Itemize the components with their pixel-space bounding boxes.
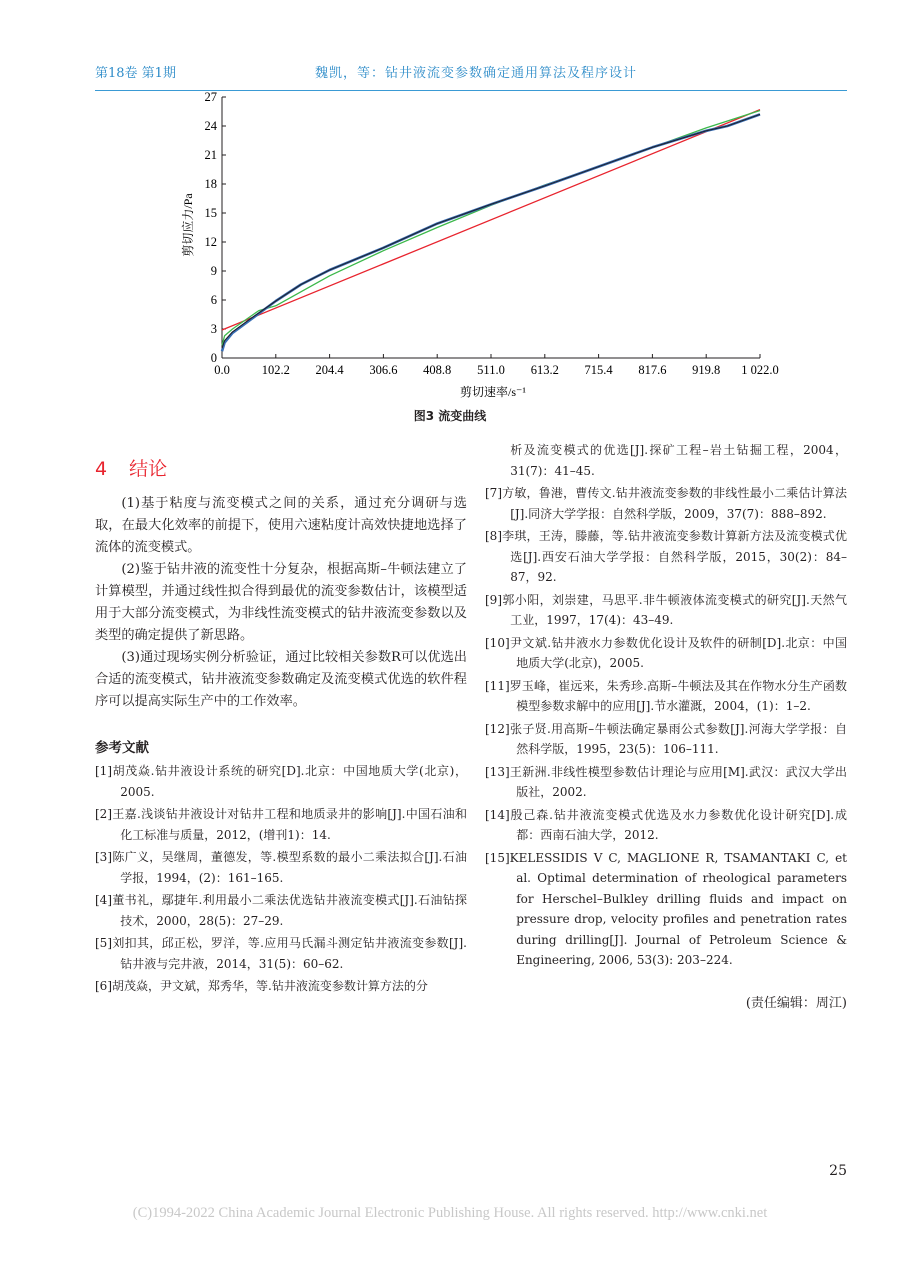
x-tick-label: 0.0 [214,363,230,377]
x-tick-label: 204.4 [315,363,344,377]
x-tick-label: 408.8 [423,363,452,377]
x-tick-label: 817.6 [638,363,667,377]
reference-item: [12]张子贤.用高斯–牛顿法确定暴雨公式参数[J].河海大学学报：自然科学版，1995，23(5)：106–111. [485,721,847,756]
left-column [95,455,467,999]
x-tick-label: 613.2 [530,363,559,377]
reference-item: [8]李琪，王涛，滕藤，等.钻井液流变参数计算新方法及流变模式优选[J].西安石油大学学报：自然科学版，2015，30(2)：84–87，92. [485,529,847,584]
conclusion-paragraph: (2)鉴于钻井液的流变性十分复杂，根据高斯–牛顿法建立了计算模型，并通过线性拟合得到最优的流变参数估计，该模型适用于大部分流变模式，为非线性流变模式的钻井液流变参数以及类型的确定提供了新思路。 [95,562,467,643]
series-line-fit-black [222,114,760,348]
conclusion-paragraph: (3)通过现场实例分析验证，通过比较相关参数R可以优选出合适的流变模式，钻井液流变参数确定及流变模式优选的软件程序可以提高实际生产中的工作效率。 [95,650,467,709]
reference-item: [11]罗玉峰，崔远来，朱秀珍.高斯–牛顿法及其在作物水分生产函数模型参数求解中的应用[J].节水灌溉，2004，(1)：1–2. [485,678,847,713]
x-tick-label: 306.6 [369,363,398,377]
x-tick-label: 1 022.0 [741,363,779,377]
reference-item: [14]殷己森.钻井液流变模式优选及水力参数优化设计研究[D].成都：西南石油大学，2012. [485,807,847,842]
y-tick-label: 24 [204,119,217,133]
issue-label: 第18卷 第1期 [95,66,176,81]
page-number: 25 [829,1163,847,1179]
responsible-editor: (责任编辑：周江) [745,995,847,1011]
reference-item: [9]郭小阳，刘崇建，马思平.非牛顿液体流变模式的研究[J].天然气工业，1997，17(4)：43–49. [485,592,847,627]
y-tick-label: 12 [204,235,217,249]
right-column [485,440,847,1015]
y-tick-label: 15 [204,206,217,220]
y-axis-label: 剪切应力/Pa [181,193,195,257]
section-title: 结论 [129,458,168,480]
reference-continuation: 析及流变模式的优选[J].探矿工程–岩土钻掘工程，2004，31(7)：41–45. [510,443,847,478]
y-tick-label: 3 [210,322,217,336]
references-heading: 参考文献 [95,740,149,756]
y-tick-label: 9 [210,264,217,278]
series-line-fit-red [222,110,760,330]
reference-item: [2]王嘉.浅谈钻井液设计对钻井工程和地质录井的影响[J].中国石油和化工标准与质量，2012，(增刊1)：14. [95,807,467,842]
y-tick-label: 21 [204,148,217,162]
y-tick-label: 18 [204,177,217,191]
chart-series [222,110,760,352]
series-line-fit-green [222,111,760,346]
reference-item: [10]尹文斌.钻井液水力参数优化设计及软件的研制[D].北京：中国地质大学(北京)，2005. [485,635,847,670]
conclusion-paragraph: (1)基于粘度与流变模式之间的关系，通过充分调研与选取，在最大化效率的前提下，使用六速粘度计高效快捷地选择了流体的流变模式。 [95,496,467,555]
y-tick-label: 27 [204,90,217,104]
series-line-measured-blue [222,114,760,351]
reference-item: [6]胡茂焱，尹文斌，郑秀华，等.钻井液流变参数计算方法的分 [95,979,428,993]
reference-item: [13]王新洲.非线性模型参数估计理论与应用[M].武汉：武汉大学出版社，2002. [485,764,847,799]
rheology-chart [170,85,780,400]
reference-item: [4]董书礼，鄢捷年.利用最小二乘法优选钻井液流变模式[J].石油钻探技术，2000，28(5)：27–29. [95,893,467,928]
reference-item: [1]胡茂焱.钻井液设计系统的研究[D].北京：中国地质大学(北京)，2005. [95,764,467,799]
y-tick-label: 6 [210,293,217,307]
section-number: 4 [95,458,108,480]
section-heading [95,455,467,483]
reference-item: [3]陈广义，吴继周，董德发，等.模型系数的最小二乘法拟合[J].石油学报，1994，(2)：161–165. [95,850,467,885]
x-tick-label: 715.4 [584,363,613,377]
running-title: 魏凯，等：钻井液流变参数确定通用算法及程序设计 [315,66,638,81]
x-tick-label: 102.2 [261,363,290,377]
reference-item: [5]刘扣其，邱正松，罗洋，等.应用马氏漏斗测定钻井液流变参数[J].钻井液与完井液，2014，31(5)：60–62. [95,936,467,971]
y-tick-label: 0 [210,351,217,365]
reference-item: [15]KELESSIDIS V C, MAGLIONE R, TSAMANTAKI C, et al. Optimal determination of rheological parameters for Herschel–Bulkley drilling fluids and impact on pressure drop, velocity profiles and penetration rates during drilling[J]. Journal of Petroleum Science & Engineering, 2006, 53(3): 203–224. [485,850,847,967]
x-axis-label: 剪切速率/s⁻¹ [460,385,526,399]
copyright-footer: (C)1994-2022 China Academic Journal Electronic Publishing House. All rights reserved. http://www.cnki.net [132,1205,768,1221]
figure-caption: 图3 流变曲线 [413,409,487,423]
reference-item: [7]方敏，鲁港，曹传文.钻井液流变参数的非线性最小二乘估计算法[J].同济大学学报：自然科学版，2009，37(7)：888–892. [485,486,847,521]
x-tick-label: 919.8 [692,363,721,377]
x-tick-label: 511.0 [477,363,505,377]
